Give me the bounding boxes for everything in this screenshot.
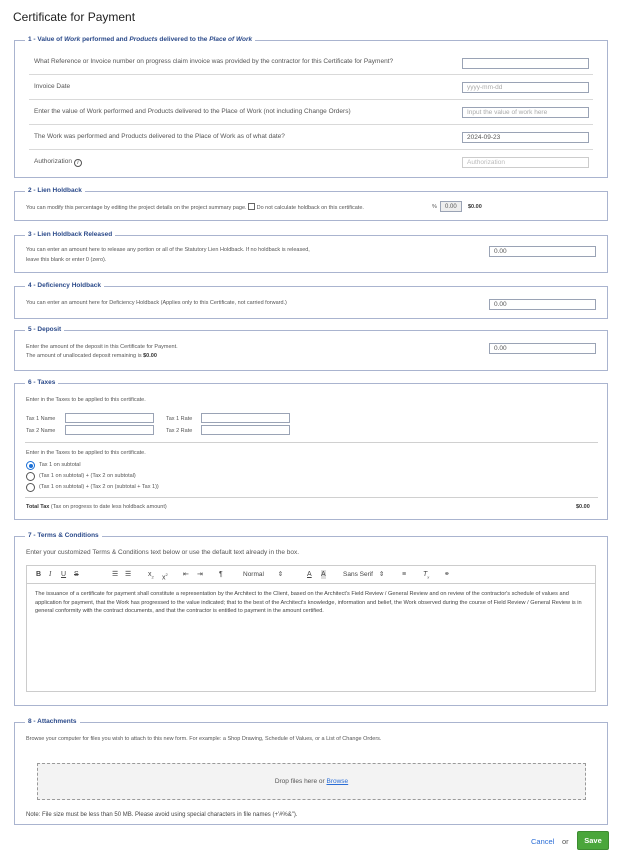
clear-format-icon[interactable]: $T_x$ <box>423 571 430 580</box>
section-8-legend: 8 - Attachments <box>28 718 77 725</box>
chevron-down-icon: ⇕ <box>277 571 284 578</box>
chevron-down-icon: ⇕ <box>378 571 385 578</box>
authorization-input[interactable]: Authorization <box>462 157 589 168</box>
page-title: Certificate for Payment <box>13 10 136 24</box>
taxes-divider <box>25 442 598 443</box>
italic-button[interactable]: I <box>49 570 52 578</box>
info-icon[interactable]: i <box>74 159 82 167</box>
file-size-note: Note: File size must be less than 50 MB. Please avoid using special characters in file names (+'#%&"). <box>26 812 298 818</box>
total-tax-label: Total Tax <box>26 504 50 510</box>
deficiency-input[interactable]: 0.00 <box>489 299 596 310</box>
deposit-remaining: $0.00 <box>143 353 157 359</box>
section-lien-holdback <box>14 187 608 221</box>
work-date-row <box>29 125 593 150</box>
section-holdback-released <box>14 231 608 273</box>
section-6-legend: 6 - Taxes <box>28 379 56 386</box>
tax2-name-input[interactable] <box>65 425 154 435</box>
section-4-legend: 4 - Deficiency Holdback <box>28 282 101 289</box>
format-select[interactable]: Normal ⇕ <box>243 571 284 578</box>
taxes-intro: Enter in the Taxes to be applied to this certificate. <box>26 397 146 403</box>
work-value-label: Enter the value of Work performed and Products delivered to the Place of Work (not including Change Orders) <box>34 108 351 115</box>
subscript-icon[interactable]: $x_2$ <box>148 571 154 580</box>
invoice-date-label: Invoice Date <box>34 83 71 90</box>
tax1-name-input[interactable] <box>65 413 154 423</box>
attachments-intro: Browse your computer for files you wish to attach to this new form. For example: a Shop Drawing, Schedule of Values, or a List of Change Orders. <box>26 736 382 742</box>
percent-symbol: % <box>432 204 437 210</box>
font-select[interactable]: Sans Serif ⇕ <box>343 571 385 578</box>
tax1-rate-label: Tax 1 Rate <box>166 416 193 422</box>
underline-button[interactable]: U <box>61 571 67 578</box>
tax2-rate-label: Tax 2 Rate <box>166 428 193 434</box>
align-icon[interactable]: ≡ <box>402 571 407 578</box>
lien-holdback-text: You can modify this percentage by editing the project details on the project summary page. <box>26 205 247 211</box>
ordered-list-icon[interactable]: ☰ <box>112 571 119 578</box>
holdback-released-input[interactable]: 0.00 <box>489 246 596 257</box>
tax1-name-label: Tax 1 Name <box>26 416 56 422</box>
reference-label: What Reference or Invoice number on progress claim invoice was provided by the contractor for this Certificate for Payment? <box>34 58 394 65</box>
superscript-icon[interactable]: $x^2$ <box>162 572 168 582</box>
editor-toolbar <box>27 566 595 584</box>
section-value-of-work <box>14 36 608 178</box>
holdback-released-line2: leave this blank or enter 0 (zero). <box>26 257 107 263</box>
text-direction-icon[interactable]: ¶ <box>219 571 223 578</box>
drop-text: Drop files here or <box>274 778 327 785</box>
tax2-name-label: Tax 2 Name <box>26 428 56 434</box>
section-deficiency-holdback <box>14 282 608 319</box>
tax2-rate-input[interactable] <box>201 425 290 435</box>
tax-option-1-label: Tax 1 on subtotal <box>39 462 81 468</box>
deficiency-text: You can enter an amount here for Deficiency Holdback (Applies only to this Certificate, not carried forward.) <box>26 300 287 306</box>
reference-row <box>29 50 593 75</box>
invoice-date-row <box>29 75 593 100</box>
section-1-legend: 1 - Value of Work performed and Products delivered to the Place of Work <box>28 36 253 43</box>
tax-option-1-radio[interactable] <box>26 461 35 470</box>
reference-input[interactable] <box>462 58 589 69</box>
browse-link[interactable]: Browse <box>326 778 349 785</box>
outdent-icon[interactable]: ⇤ <box>183 571 189 578</box>
work-value-row <box>29 100 593 125</box>
holdback-released-line1: You can enter an amount here to release any portion or all of the Statutory Lien Holdback. If no holdback is released, <box>26 247 310 253</box>
indent-icon[interactable]: ⇥ <box>197 571 203 578</box>
holdback-percent-input[interactable]: 0.00 <box>440 201 462 212</box>
tax-option-3-radio[interactable] <box>26 483 35 492</box>
no-holdback-checkbox[interactable] <box>248 203 255 210</box>
taxes-apply-intro: Enter in the Taxes to be applied to this certificate. <box>26 450 146 456</box>
background-color-icon[interactable]: A <box>321 571 326 578</box>
section-terms <box>14 532 608 706</box>
tax-option-2-label: (Tax 1 on subtotal) + (Tax 2 on subtotal) <box>39 473 136 479</box>
total-tax-value: $0.00 <box>576 504 590 510</box>
authorization-row <box>29 150 593 175</box>
tax-option-2-radio[interactable] <box>26 472 35 481</box>
work-date-input[interactable]: 2024-09-23 <box>462 132 589 143</box>
save-button[interactable]: Save <box>577 831 609 850</box>
total-tax-note: (Tax on progress to date less holdback amount) <box>50 504 167 510</box>
work-date-label: The Work was performed and Products delivered to the Place of Work as of what date? <box>34 133 285 140</box>
terms-editor-body[interactable]: The issuance of a certificate for payment shall constitute a representation by the Architect to the Client, based on the Architect's Field Review / General Review and on review of the contractor's schedule of values and application for payment, that the Work has progressed to the value indicated; that to the best of the Architect's knowledge, information and belief, the Work observed during the course of Field Review / General Review is in general conformity with the contract documents, and that the contractor is entitled to payment in the amount certified. <box>35 591 582 614</box>
file-dropzone[interactable] <box>37 763 586 800</box>
deposit-line2: The amount of unallocated deposit remaining is <box>26 353 144 359</box>
section-7-legend: 7 - Terms & Conditions <box>28 532 99 539</box>
or-text: or <box>562 837 569 846</box>
no-holdback-label: Do not calculate holdback on this certificate. <box>256 205 364 211</box>
work-value-input[interactable]: Input the value of work here <box>462 107 589 118</box>
section-3-legend: 3 - Lien Holdback Released <box>28 231 113 238</box>
authorization-label: Authorization <box>34 158 72 165</box>
tax-option-3-label: (Tax 1 on subtotal) + (Tax 2 on (subtotal + Tax 1)) <box>39 484 159 490</box>
cancel-link[interactable]: Cancel <box>531 837 555 846</box>
terms-editor <box>26 565 596 692</box>
section-2-legend: 2 - Lien Holdback <box>28 187 82 194</box>
section-attachments <box>14 718 608 825</box>
deposit-input[interactable]: 0.00 <box>489 343 596 354</box>
holdback-amount: $0.00 <box>468 204 482 210</box>
strike-button[interactable]: S <box>74 571 79 578</box>
deposit-line1: Enter the amount of the deposit in this Certificate for Payment. <box>26 344 178 350</box>
invoice-date-input[interactable]: yyyy-mm-dd <box>462 82 589 93</box>
terms-intro: Enter your customized Terms & Conditions text below or use the default text already in the box. <box>26 549 300 556</box>
section-taxes <box>14 379 608 520</box>
bullet-list-icon[interactable]: ☰ <box>125 571 132 578</box>
section-5-legend: 5 - Deposit <box>28 326 62 333</box>
link-icon[interactable]: ⚭ <box>444 571 450 578</box>
section-deposit <box>14 326 608 371</box>
tax1-rate-input[interactable] <box>201 413 290 423</box>
text-color-icon[interactable]: A <box>307 571 312 578</box>
taxes-divider-2 <box>25 497 598 498</box>
bold-button[interactable]: B <box>36 571 42 578</box>
